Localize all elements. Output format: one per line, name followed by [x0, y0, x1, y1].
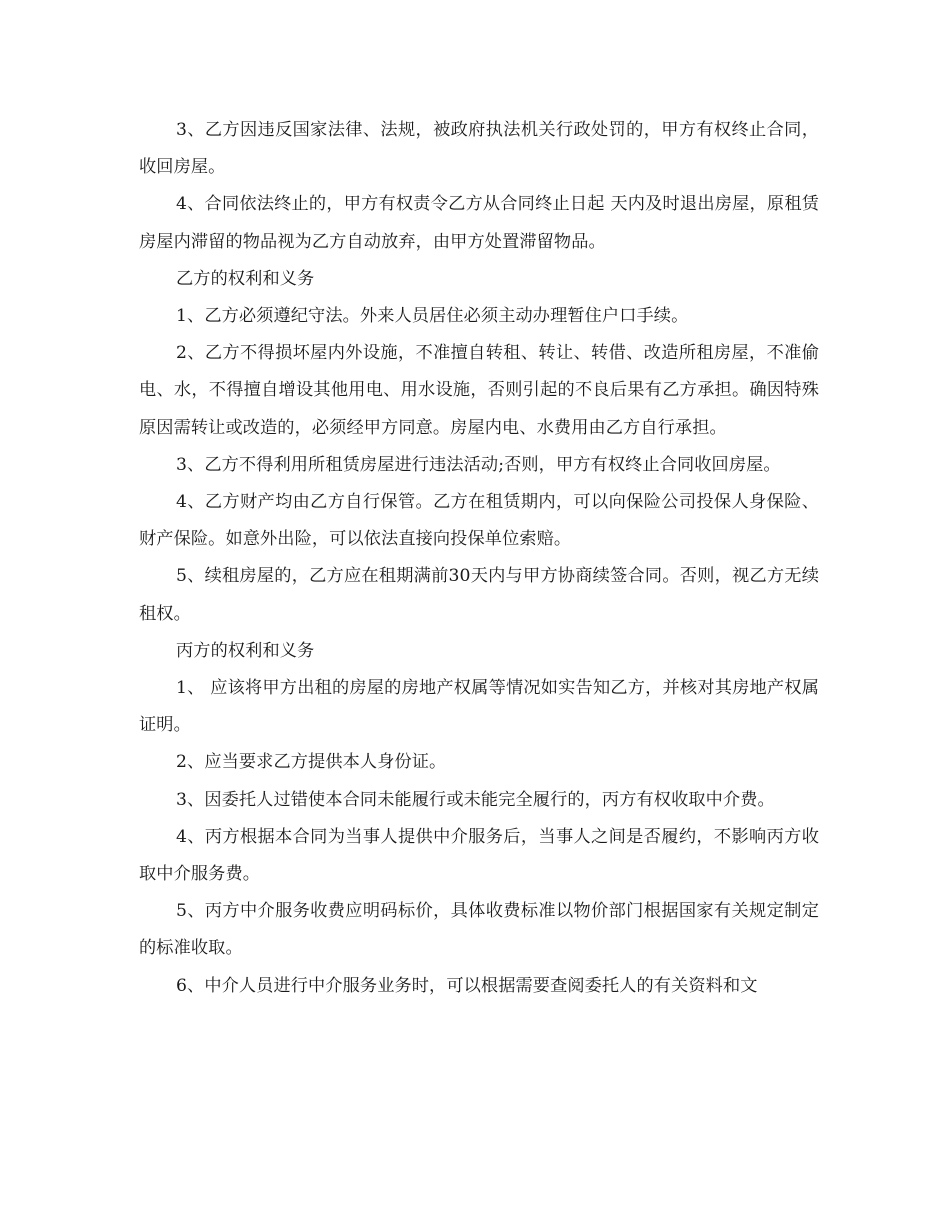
- section-heading-yi: 乙方的权利和义务: [176, 268, 315, 289]
- clause-bing-3: 3、因委托人过错使本合同未能履行或未能完全履行的，丙方有权收取中介费。: [176, 789, 775, 810]
- clause-yi-5: 5、续租房屋的，乙方应在租期满前30天内与甲方协商续签合同。否则，视乙方无续租权。: [139, 566, 819, 624]
- clause-yi-3: 3、乙方不得利用所租赁房屋进行违法活动;否则，甲方有权终止合同收回房屋。: [176, 454, 781, 475]
- clause-bing-2: 2、应当要求乙方提供本人身份证。: [176, 752, 447, 773]
- clause-yi-1: 1、乙方必须遵纪守法。外来人员居住必须主动办理暂住户口手续。: [176, 306, 689, 327]
- document-page: [139, 112, 819, 1005]
- clause-yi-4: 4、乙方财产均由乙方自行保管。乙方在租赁期内，可以向保险公司投保人身保险、财产保险。如意外出险，可以依法直接向投保单位索赔。: [139, 492, 819, 550]
- clause-bing-1: 1、 应该将甲方出租的房屋的房地产权属等情况如实告知乙方，并核对其房地产权属证明。: [139, 678, 819, 736]
- clause-bing-5: 5、丙方中介服务收费应明码标价，具体收费标准以物价部门根据国家有关规定制定的标准收取。: [139, 901, 819, 959]
- clause-bing-6: 6、中介人员进行中介服务业务时，可以根据需要查阅委托人的有关资料和文: [176, 975, 758, 996]
- clause-jia-3: 3、乙方因违反国家法律、法规，被政府执法机关行政处罚的，甲方有权终止合同，收回房屋。: [139, 120, 819, 178]
- section-heading-bing: 丙方的权利和义务: [176, 640, 315, 661]
- clause-jia-4: 4、合同依法终止的，甲方有权责令乙方从合同终止日起 天内及时退出房屋，原租赁房屋内滞留的物品视为乙方自动放弃，由甲方处置滞留物品。: [139, 194, 819, 252]
- clause-bing-4: 4、丙方根据本合同为当事人提供中介服务后，当事人之间是否履约，不影响丙方收取中介服务费。: [139, 826, 819, 885]
- clause-yi-2: 2、乙方不得损坏屋内外设施，不准擅自转租、转让、转借、改造所租房屋，不准偷电、水，不得擅自增设其他用电、用水设施，否则引起的不良后果有乙方承担。确因特殊原因需转让或改造的，必须经甲方同意。房屋内电、水费用由乙方自行承担。: [139, 343, 819, 438]
